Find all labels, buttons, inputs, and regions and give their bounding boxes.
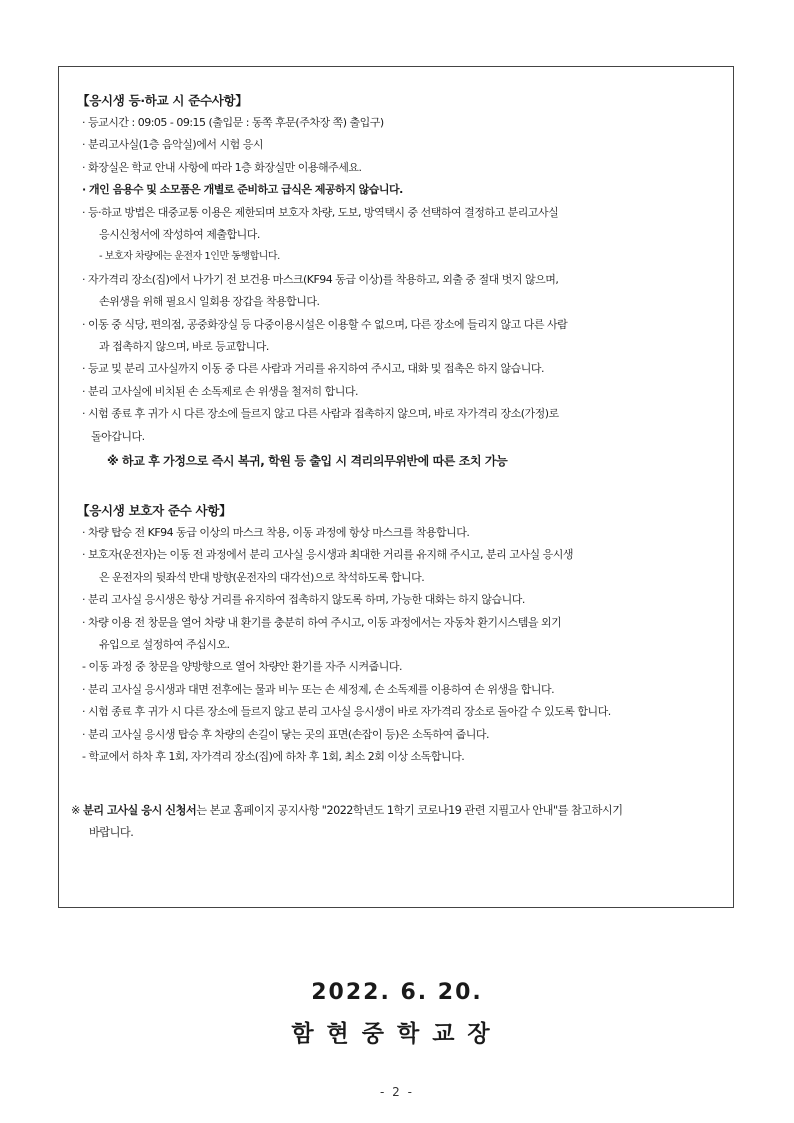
- page-number: - 2 -: [380, 1085, 414, 1099]
- warning-note: ※ 하교 후 가정으로 즉시 복귀, 학원 등 출입 시 격리의무위반에 따른 조치 가능: [107, 454, 508, 469]
- rule-restroom: · 화장실은 학교 안내 사항에 따라 1층 화장실만 이용해주세요.: [82, 160, 362, 174]
- application-note: [71, 800, 731, 844]
- guardian-rule-hand-hygiene: · 분리 고사실 응시생과 대면 전후에는 물과 비누 또는 손 세정제, 손 소독제를 이용하여 손 위생을 합니다.: [82, 682, 555, 696]
- section-title: 【응시생 등·하교 시 준수사항】: [77, 93, 248, 108]
- principal-signature: 함현중학교장: [291, 1021, 503, 1047]
- rule-transport: · 등·하교 방법은 대중교통 이용은 제한되며 보호자 차량, 도보, 방역택시 중 선택하여 결정하고 분리고사실: [82, 205, 559, 219]
- rule-facilities: · 이동 중 식당, 편의점, 공중화장실 등 다중이용시설은 이용할 수 없으며, 다른 장소에 들리지 않고 다른 사람: [82, 317, 568, 331]
- note-rest: 는 본교 홈페이지 공지사항 "2022학년도 1학기 코로나19 관련 지필고사 안내"를 참고하시기: [196, 804, 623, 817]
- guardian-rule-disinfect: · 분리 고사실 응시생 탑승 후 차량의 손길이 닿는 곳의 표면(손잡이 등)은 소독하여 줍니다.: [82, 727, 489, 741]
- guardian-rules-section: [77, 500, 727, 768]
- rule-mask-cont: 손위생을 위해 필요시 일회용 장갑을 착용합니다.: [99, 295, 320, 309]
- rule-sanitizer: · 분리 고사실에 비치된 손 소독제로 손 위생을 철저히 합니다.: [82, 384, 358, 398]
- note-cont: 바랍니다.: [89, 826, 134, 839]
- rule-arrival-time: · 등교시간 : 09:05 - 09:15 (출입문 : 동쪽 후문(주차장 쪽) 출입구): [82, 116, 384, 129]
- guardian-rule-ventilation-cont: 유입으로 설정하여 주십시오.: [99, 638, 230, 652]
- document-date: 2022. 6. 20.: [311, 980, 483, 1005]
- rule-mask: · 자가격리 장소(집)에서 나가기 전 보건용 마스크(KF94 동급 이상)를 착용하고, 외출 중 절대 벗지 않으며,: [82, 272, 559, 286]
- note-prefix: ※: [71, 804, 83, 817]
- guardian-rule-windows: - 이동 과정 중 창문을 양방향으로 열어 차량안 환기를 자주 시켜줍니다.: [82, 660, 402, 674]
- rule-exam-room: · 분리고사실(1층 음악실)에서 시험 응시: [82, 138, 263, 152]
- rule-transport-cont: 응시신청서에 작성하여 제출합니다.: [99, 228, 260, 242]
- rule-return-home-cont: 돌아갑니다.: [91, 429, 145, 443]
- student-rules-section: [77, 90, 727, 474]
- rule-facilities-cont: 과 접촉하지 않으며, 바로 등교합니다.: [99, 340, 269, 354]
- guardian-rule-distance: · 분리 고사실 응시생은 항상 거리를 유지하여 접촉하지 않도록 하며, 가능한 대화는 하지 않습니다.: [82, 593, 525, 607]
- guardian-rule-mask: · 차량 탑승 전 KF94 동급 이상의 마스크 착용, 이동 과정에 항상 마스크를 착용합니다.: [82, 526, 470, 539]
- guardian-rule-seating: · 보호자(운전자)는 이동 전 과정에서 분리 고사실 응시생과 최대한 거리를 유지해 주시고, 분리 고사실 응시생: [82, 548, 573, 562]
- guardian-rule-disinfect-count: - 학교에서 하차 후 1회, 자가격리 장소(집)에 하차 후 1회, 최소 2회 이상 소독합니다.: [82, 750, 465, 764]
- guardian-rule-return-home: · 시험 종료 후 귀가 시 다른 장소에 들르지 않고 분리 고사실 응시생이 바로 자가격리 장소로 돌아갈 수 있도록 합니다.: [82, 705, 611, 719]
- rule-distance: · 등교 및 분리 고사실까지 이동 중 다른 사람과 거리를 유지하여 주시고, 대화 및 접촉은 하지 않습니다.: [82, 362, 544, 376]
- guardian-rule-seating-cont: 은 운전자의 뒷좌석 반대 방향(운전자의 대각선)으로 착석하도록 합니다.: [99, 570, 425, 584]
- rule-supplies: · 개인 음용수 및 소모품은 개별로 준비하고 급식은 제공하지 않습니다.: [82, 183, 403, 197]
- section-title: 【응시생 보호자 준수 사항】: [77, 503, 232, 518]
- guardian-rule-ventilation: · 차량 이용 전 창문을 열어 차량 내 환기를 충분히 하여 주시고, 이동 과정에서는 자동차 환기시스템을 외기: [82, 615, 562, 629]
- notice-box: [58, 66, 734, 908]
- rule-transport-note: - 보호자 차량에는 운전자 1인만 동행합니다.: [99, 251, 280, 263]
- rule-return-home: · 시험 종료 후 귀가 시 다른 장소에 들르지 않고 다른 사람과 접촉하지 않으며, 바로 자가격리 장소(가정)로: [82, 407, 559, 421]
- note-bold: 분리 고사실 응시 신청서: [82, 804, 197, 817]
